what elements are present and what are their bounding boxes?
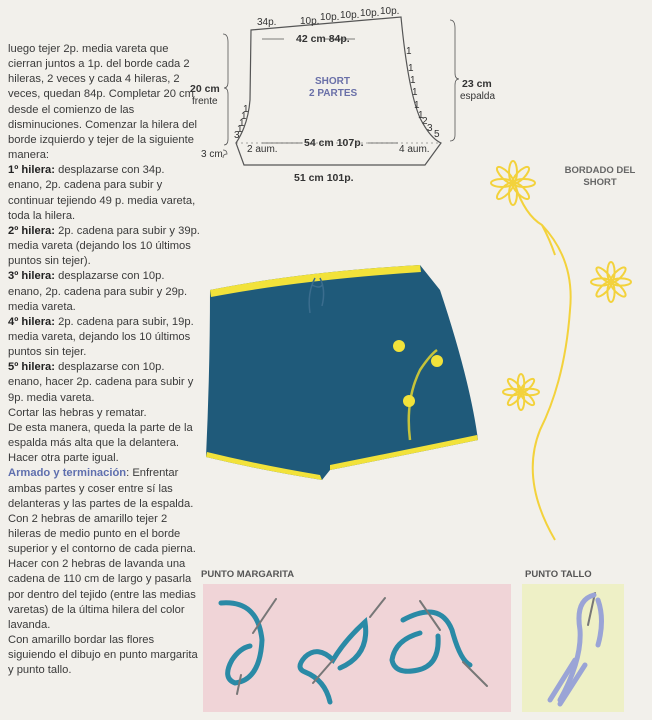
finish-3: Hacer otra parte igual.	[8, 452, 119, 465]
shorts-photo	[206, 265, 478, 480]
hem-height: 3 cm	[201, 149, 223, 160]
row-4	[8, 315, 201, 360]
row-2	[8, 224, 201, 269]
left-increase: 2 aum.	[247, 144, 278, 155]
row-text: 2p. cadena para subir y 39p. media vareta (dejando los 10 últimos puntos sin tejer).	[8, 224, 200, 268]
assembly-text: : Enfrentar ambas partes y coser entre sí las delanteras y las partes de la espalda.	[8, 467, 194, 510]
row-text: desplazarse con 34p. enano, 2p. cadena para subir y continuar tejiendo 49 p. media vareta, toda la hilera.	[8, 164, 196, 222]
daisy-flower-icon	[503, 374, 539, 410]
diagram-title: SHORT	[315, 76, 350, 87]
assembly-heading: Armado y terminación	[8, 467, 127, 480]
row-text: desplazarse con 10p. enano, hacer 2p. cadena para subir y 9p. media vareta.	[8, 361, 194, 404]
diagram-subtitle: 2 PARTES	[309, 88, 358, 99]
daisy-flower-icon	[491, 161, 535, 205]
row-label: 3º hilera:	[8, 270, 55, 283]
top-step: 10p.	[380, 6, 400, 17]
right-increase: 4 aum.	[399, 144, 430, 155]
instructions-column	[8, 42, 201, 679]
finish-1: Cortar las hebras y rematar.	[8, 406, 147, 419]
daisy-stitch-label: PUNTO MARGARITA	[201, 569, 295, 580]
top-width: 42 cm 84p.	[296, 33, 350, 45]
row-label: 4º hilera:	[8, 315, 55, 328]
right-mark: 5	[434, 129, 440, 140]
edging: Con 2 hebras de amarillo tejer 2 hileras de medio punto en el borde superior y el contorno de cada pierna. Hacer con 2 hebras de lavanda una cadena de 110 cm de largo y pasarla por dentro del tejido (entre las medias varetas) de la última hilera del color lavanda.	[8, 512, 196, 631]
embroidery-label: BORDADO DEL SHORT	[564, 165, 636, 188]
row-label: 5º hilera:	[8, 361, 55, 374]
top-step: 10p.	[360, 8, 380, 19]
right-mark: 1	[418, 110, 424, 121]
left-mark: 3	[234, 130, 240, 141]
right-mark: 1	[408, 63, 414, 74]
top-step: 10p.	[340, 10, 360, 21]
stem-stitch-panel	[522, 584, 624, 712]
back-label: espalda	[460, 91, 496, 102]
top-step: 10p.	[320, 12, 340, 23]
left-mark: 1	[237, 124, 243, 135]
right-mark: 3	[427, 123, 433, 134]
left-mark: 1	[243, 104, 249, 115]
right-mark: 1	[410, 75, 416, 86]
right-mark: 1	[406, 46, 412, 57]
row-3	[8, 269, 201, 314]
daisy-flower-icon	[591, 262, 631, 302]
front-label: frente	[192, 96, 218, 107]
instructions-intro: luego tejer 2p. media vareta que cierran juntos a 1p. del borde cada 2 hileras, 2 veces y cada 4 hileras, 2 veces, quedan 84p. Completar 20 cm desde el comienzo de las disminuciones. Comenzar la hilera del borde izquierdo y tejer de la siguiente manera:	[8, 43, 198, 162]
row-text: desplazarse con 10p. enano, 2p. cadena para subir y 29p. media vareta.	[8, 270, 188, 313]
left-mark: 1	[239, 118, 245, 129]
top-step: 10p.	[300, 16, 320, 27]
embroidery-pattern	[515, 185, 571, 540]
right-mark: 1	[412, 87, 418, 98]
stem-stitch-label: PUNTO TALLO	[525, 569, 592, 580]
bottom-width: 51 cm 101p.	[294, 172, 354, 184]
mid-width: 54 cm 107p.	[304, 137, 364, 149]
row-5	[8, 360, 201, 405]
top-left-stitches: 34p.	[257, 17, 277, 28]
left-mark: 1	[241, 111, 247, 122]
finish-2: De esta manera, queda la parte de la espalda más alta que la delantera.	[8, 421, 193, 450]
row-text: 2p. cadena para subir, 19p. media vareta, dejando los 10 últimos puntos sin tejer.	[8, 315, 194, 359]
embroidery: Con amarillo bordar las flores siguiendo el dibujo en punto margarita y punto tallo.	[8, 634, 198, 677]
row-label: 1º hilera:	[8, 164, 55, 177]
right-mark: 2	[422, 116, 428, 127]
row-label: 2º hilera:	[8, 224, 55, 237]
row-1	[8, 163, 201, 224]
back-height: 23 cm	[462, 78, 492, 90]
right-mark: 1	[414, 100, 420, 111]
assembly	[8, 466, 201, 511]
front-height: 20 cm	[190, 83, 220, 95]
